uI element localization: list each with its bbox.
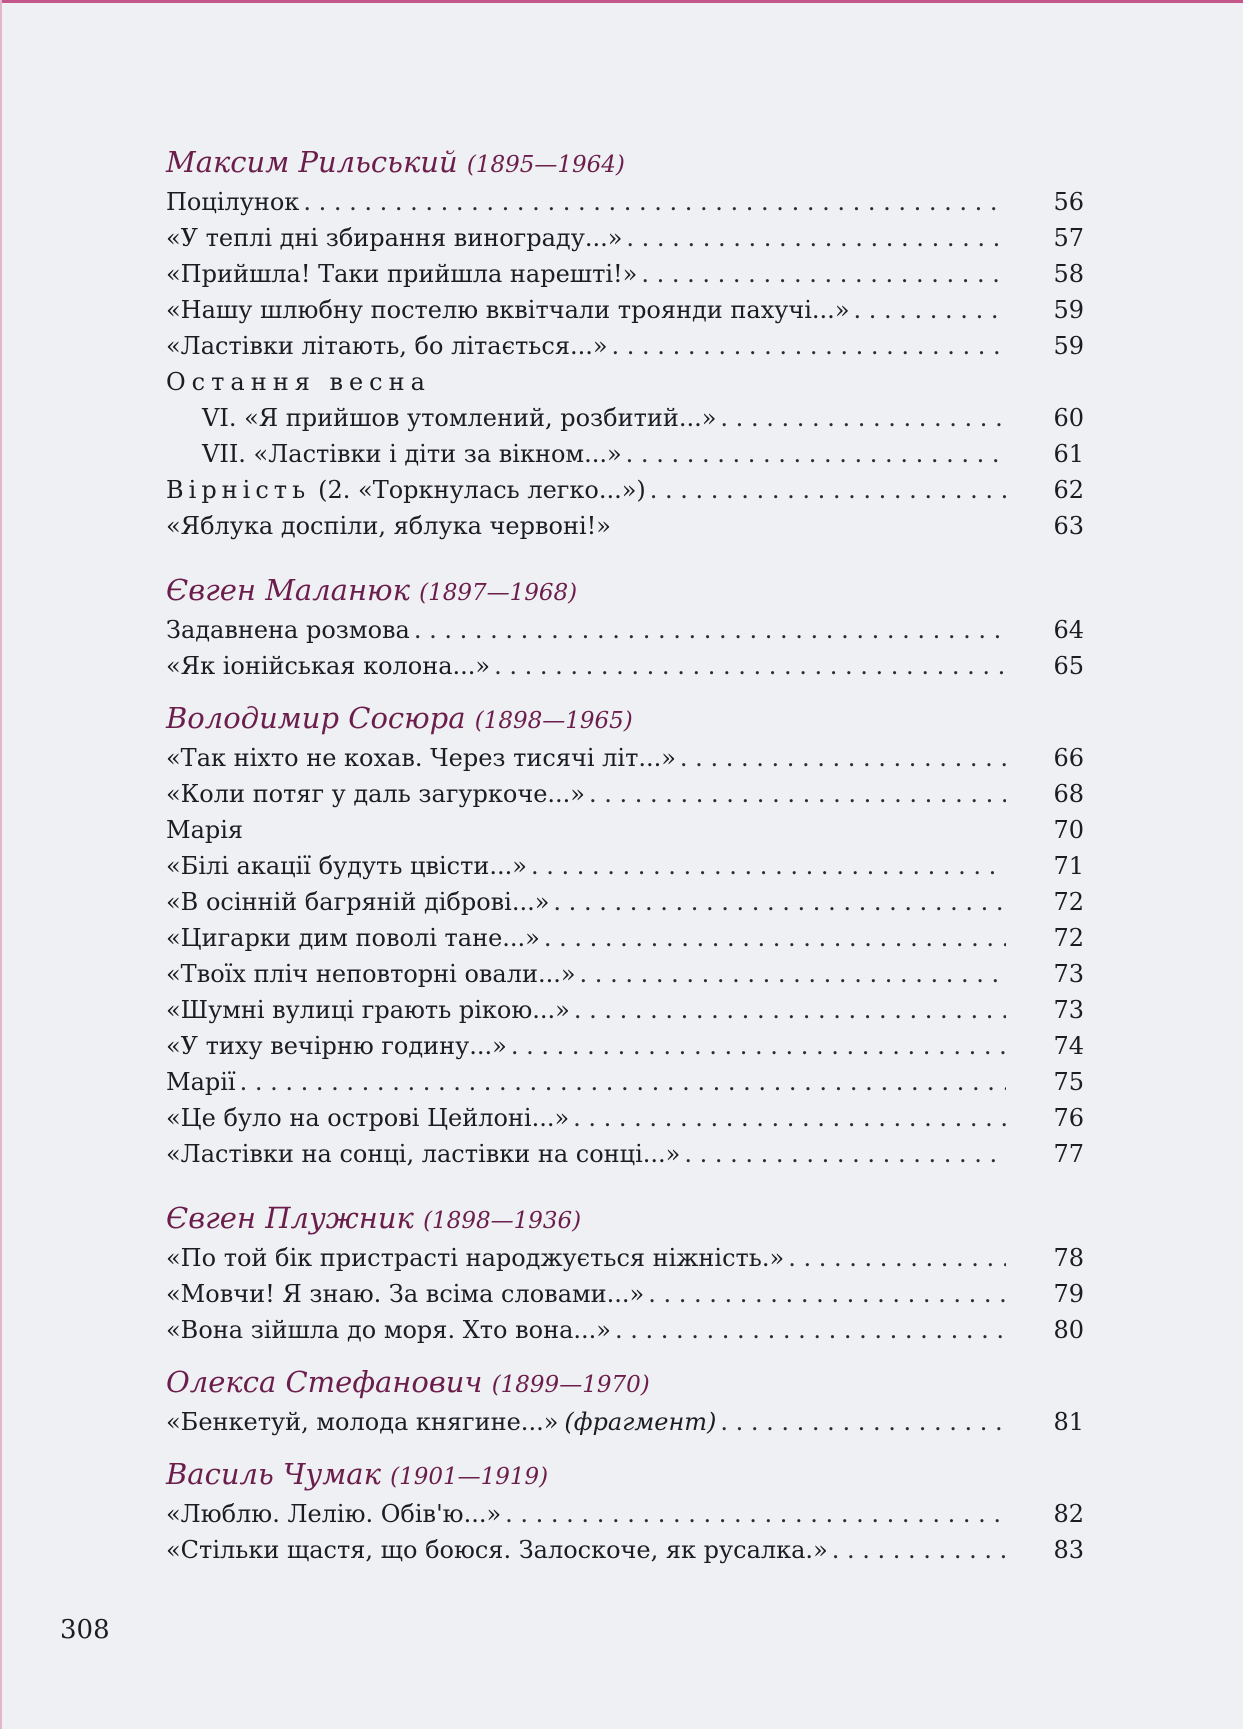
entry-title: «Прийшла! Таки прийшла нарешті!» [166, 260, 638, 288]
entry-page: 56 [1053, 188, 1084, 216]
entry-page: 74 [1053, 1032, 1084, 1060]
dot-leader [832, 1532, 1006, 1568]
section-pluzhnyk [166, 1196, 1084, 1348]
toc-entry[interactable] [166, 1136, 1084, 1172]
dot-leader [240, 1064, 1006, 1100]
dot-leader [680, 740, 1006, 776]
entry-title: «В осінній багряній діброві...» [166, 888, 550, 916]
entry-title: «Білі акації будуть цвісти...» [166, 852, 527, 880]
entry-note: (фрагмент) [564, 1408, 717, 1436]
author-heading [166, 696, 1084, 740]
left-edge-accent [0, 0, 2, 1729]
toc-entry[interactable] [166, 1532, 1084, 1568]
toc-entry[interactable] [166, 292, 1084, 328]
toc-entry[interactable] [166, 184, 1084, 220]
dot-leader [615, 1312, 1006, 1348]
toc-entry[interactable] [166, 776, 1084, 812]
entry-title: Задавнена розмова [166, 616, 410, 644]
entry-page: 61 [1053, 440, 1084, 468]
toc-entry[interactable] [166, 848, 1084, 884]
entry-page: 73 [1053, 960, 1084, 988]
entry-page: 79 [1053, 1280, 1084, 1308]
entry-page: 60 [1053, 404, 1084, 432]
author-name: Олекса Стефанович [166, 1365, 483, 1399]
author-heading [166, 1360, 1084, 1404]
author-name: Євген Плужник [166, 1201, 414, 1235]
entry-page: 83 [1053, 1536, 1084, 1564]
entry-title: «По той бік пристрасті народжується ніжність.» [166, 1244, 785, 1272]
entry-page: 63 [1053, 512, 1084, 540]
toc-entry[interactable] [166, 508, 1084, 544]
author-heading [166, 140, 1084, 184]
entry-title: «Стільки щастя, що боюся. Залоскоче, як русалка.» [166, 1536, 828, 1564]
entry-title: Поцілунок [166, 188, 300, 216]
entry-title: «Це було на острові Цейлоні...» [166, 1104, 570, 1132]
entry-title: «Цигарки дим поволі тане...» [166, 924, 540, 952]
dot-leader [648, 1276, 1006, 1312]
dot-leader [544, 920, 1006, 956]
section-chumak [166, 1452, 1084, 1568]
entry-title: «У тиху вечірню годину...» [166, 1032, 507, 1060]
author-years: (1895—1964) [466, 152, 625, 178]
author-years: (1898—1936) [423, 1208, 582, 1234]
dot-leader [531, 848, 1006, 884]
dot-leader [626, 436, 1006, 472]
author-years: (1898—1965) [474, 708, 633, 734]
entry-page: 59 [1053, 296, 1084, 324]
entry-title: «Ластівки на сонці, ластівки на сонці...» [166, 1140, 681, 1168]
toc-entry[interactable] [166, 812, 1084, 848]
top-edge-accent [0, 0, 1243, 3]
toc-sub-entry[interactable] [166, 436, 1084, 472]
toc-entry[interactable] [166, 992, 1084, 1028]
dot-leader [553, 884, 1006, 920]
author-years: (1897—1968) [419, 580, 578, 606]
dot-leader [574, 992, 1006, 1028]
dot-leader [511, 1028, 1006, 1064]
entry-title: (2. «Торкнулась легко...») [318, 476, 646, 504]
author-heading [166, 568, 1084, 612]
toc-entry[interactable] [166, 920, 1084, 956]
toc-entry[interactable] [166, 1496, 1084, 1532]
entry-title: «Яблука доспіли, яблука червоні!» [166, 512, 611, 540]
author-name: Євген Маланюк [166, 573, 410, 607]
dot-leader [303, 184, 1006, 220]
entry-title: Марія [166, 816, 244, 844]
entry-title: «Бенкетуй, молода княгине...» [166, 1408, 559, 1436]
entry-title: «Нашу шлюбну постелю вквітчали троянди пахучі...» [166, 296, 850, 324]
section-malaniuk [166, 568, 1084, 684]
entry-page: 68 [1053, 780, 1084, 808]
author-heading [166, 1196, 1084, 1240]
entry-title: VI. «Я прийшов утомлений, розбитий...» [202, 404, 717, 432]
entry-title: «Люблю. Лелію. Обів'ю...» [166, 1500, 502, 1528]
entry-page: 72 [1053, 888, 1084, 916]
entry-page: 78 [1053, 1244, 1084, 1272]
entry-title: «Як іонійськая колона...» [166, 652, 491, 680]
dot-leader [626, 220, 1006, 256]
toc-entry[interactable] [166, 1064, 1084, 1100]
dot-leader [650, 472, 1006, 508]
dot-leader [854, 292, 1007, 328]
entry-page: 59 [1053, 332, 1084, 360]
entry-page: 58 [1053, 260, 1084, 288]
cycle-heading: Остання весна [166, 368, 431, 396]
author-name: Володимир Сосюра [166, 701, 466, 735]
entry-page: 64 [1053, 616, 1084, 644]
entry-title: «Так ніхто не кохав. Через тисячі літ...» [166, 744, 676, 772]
toc-entry[interactable] [166, 612, 1084, 648]
toc-entry[interactable] [166, 256, 1084, 292]
entry-title: «Коли потяг у даль загуркоче...» [166, 780, 585, 808]
author-name: Василь Чумак [166, 1457, 381, 1491]
author-years: (1901—1919) [390, 1464, 549, 1490]
entry-title: «Ластівки літають, бо літається...» [166, 332, 608, 360]
entry-page: 73 [1053, 996, 1084, 1024]
dot-leader [414, 612, 1006, 648]
dot-leader [505, 1496, 1006, 1532]
entry-title: VII. «Ластівки і діти за вікном...» [202, 440, 622, 468]
toc-entry[interactable] [166, 740, 1084, 776]
toc-entry[interactable] [166, 1240, 1084, 1276]
section-stefanovych [166, 1360, 1084, 1440]
dot-leader [720, 400, 1006, 436]
toc-entry[interactable] [166, 1404, 1084, 1440]
entry-title: «Мовчи! Я знаю. За всіма словами...» [166, 1280, 645, 1308]
entry-title: Марії [166, 1068, 236, 1096]
entry-page: 76 [1053, 1104, 1084, 1132]
dot-leader [684, 1136, 1006, 1172]
entry-page: 81 [1053, 1408, 1084, 1436]
entry-page: 57 [1053, 224, 1084, 252]
entry-page: 82 [1053, 1500, 1084, 1528]
author-years: (1899—1970) [491, 1372, 650, 1398]
toc-entry[interactable] [166, 220, 1084, 256]
section-rylsky [166, 140, 1084, 544]
toc-sub-entry[interactable] [166, 400, 1084, 436]
toc-entry[interactable] [166, 956, 1084, 992]
dot-leader [788, 1240, 1006, 1276]
dot-leader [573, 1100, 1006, 1136]
toc-entry[interactable] [166, 1028, 1084, 1064]
dot-leader [612, 328, 1006, 364]
entry-page: 80 [1053, 1316, 1084, 1344]
toc-entry[interactable] [166, 884, 1084, 920]
entry-page: 65 [1053, 652, 1084, 680]
entry-title: «Вона зійшла до моря. Хто вона...» [166, 1316, 611, 1344]
dot-leader [589, 776, 1006, 812]
entry-page: 62 [1053, 476, 1084, 504]
page-number: 308 [60, 1615, 110, 1645]
dot-leader [580, 956, 1006, 992]
entry-title-spaced: Вірність [166, 476, 311, 504]
dot-leader [720, 1404, 1006, 1440]
entry-page: 77 [1053, 1140, 1084, 1168]
section-sosiura [166, 696, 1084, 1172]
dot-leader [641, 256, 1006, 292]
author-heading [166, 1452, 1084, 1496]
entry-page: 71 [1053, 852, 1084, 880]
toc-entry[interactable] [166, 1276, 1084, 1312]
entry-page: 75 [1053, 1068, 1084, 1096]
entry-page: 66 [1053, 744, 1084, 772]
table-of-contents [166, 140, 1084, 1568]
entry-title: «Шумні вулиці грають рікою...» [166, 996, 570, 1024]
entry-page: 72 [1053, 924, 1084, 952]
toc-entry[interactable] [166, 472, 1084, 508]
toc-entry[interactable] [166, 1100, 1084, 1136]
author-name: Максим Рильський [166, 145, 458, 179]
entry-title: «У теплі дні збирання винограду...» [166, 224, 623, 252]
toc-entry[interactable] [166, 1312, 1084, 1348]
toc-entry[interactable] [166, 648, 1084, 684]
entry-page: 70 [1053, 816, 1084, 844]
dot-leader [494, 648, 1006, 684]
entry-title: «Твоїх пліч неповторні овали...» [166, 960, 576, 988]
toc-entry[interactable] [166, 328, 1084, 364]
